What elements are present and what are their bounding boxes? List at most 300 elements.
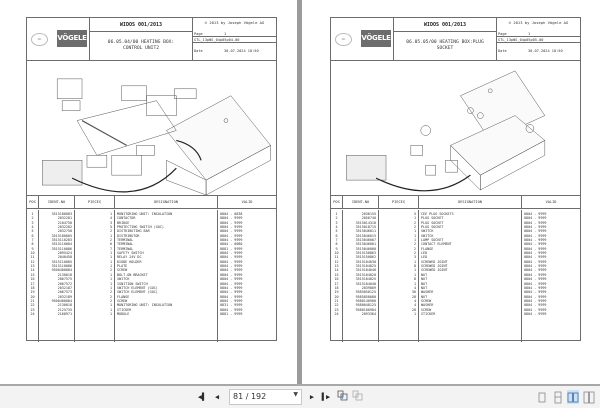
table-cell-ident: 3515180005 (51, 233, 72, 238)
table-cell-designation: SCREW (117, 298, 128, 303)
description-line-2: CONTROL UNIT2 (123, 46, 159, 51)
table-header (27, 196, 276, 209)
table-cell-ident: 2095424 (57, 251, 72, 256)
meta-block (192, 32, 276, 60)
assembly-description (394, 32, 496, 60)
table-cell-pieces: 4 (413, 303, 416, 308)
table-cell-designation: RELAY 24V DC (117, 255, 142, 260)
table-cell-pos: 18 (30, 285, 35, 290)
table-cell-valid: 0804 - 9999 (220, 255, 243, 260)
table-cell-ident: 9500400084 (51, 268, 72, 273)
paste-page-button[interactable] (351, 390, 363, 404)
table-cell-pos: 7 (335, 238, 338, 243)
table-cell-ident: 2032281 (57, 216, 72, 221)
table-cell-pieces: 2 (109, 268, 112, 273)
table-cell-pieces: 4 (109, 216, 112, 221)
table-cell-valid: 0804 - 9999 (220, 268, 243, 273)
plug-socket-diagram (331, 61, 580, 195)
table-cell-valid: 0804 - 9999 (220, 225, 243, 230)
first-page-icon: ◀▌ (197, 393, 207, 401)
page-label: Page (194, 32, 203, 36)
table-cell-designation: BOLT-ON BRACKET (117, 272, 148, 277)
table-cell-pos: 13 (334, 264, 339, 269)
table-cell-pos: 10 (30, 251, 35, 256)
table-cell-ident: 2130018 (57, 303, 72, 308)
table-cell-designation: NUT (421, 281, 428, 286)
continuous-page-icon (552, 391, 564, 405)
table-cell-pieces: 1 (413, 272, 416, 277)
table-cell-valid: 0804 - 9999 (220, 285, 243, 290)
table-cell-valid: 0804 - 9999 (524, 246, 547, 251)
date-label: Date (194, 49, 203, 53)
view-single-page-button[interactable] (536, 390, 548, 404)
table-cell-valid: 0804 - 9999 (524, 290, 547, 295)
parts-sheet (26, 17, 277, 341)
table-cell-valid: 0804 - 9999 (220, 220, 243, 225)
table-cell-ident: 3515104025 (355, 264, 376, 269)
date-value: 30.07.2024 18:50 (528, 49, 563, 53)
parts-table (331, 196, 580, 342)
table-cell-pieces: 5 (413, 212, 416, 216)
table-cell-pieces: 5 (109, 225, 112, 230)
table-cell-pieces: 1 (413, 311, 416, 316)
col-header-pos: POS (27, 196, 39, 208)
view-two-page-button[interactable] (567, 390, 579, 404)
table-cell-designation: MONITORING UNIT: INSULATION (117, 303, 173, 308)
col-header-ident: IDENT-NO (39, 196, 75, 208)
wirtgen-group-logo: WG (335, 33, 352, 46)
table-cell-designation: SCREW (421, 307, 432, 312)
table-cell-ident: 2032187 (57, 285, 72, 290)
table-cell-pos: 11 (30, 255, 35, 260)
table-cell-ident: 3515104025 (355, 277, 376, 282)
table-cell-pieces: 8 (413, 277, 416, 282)
table-cell-pieces: 1 (413, 216, 416, 221)
table-cell-pos: 5 (335, 229, 338, 234)
table-cell-pos: 6 (335, 233, 338, 238)
table-cell-designation: LED (421, 251, 428, 256)
table-cell-valid: 0804 - 9999 (220, 251, 243, 256)
table-cell-pieces: 2 (109, 298, 112, 303)
two-page-icon (567, 391, 579, 405)
table-cell-ident: 3515110084 (51, 242, 72, 247)
table-cell-designation: DISTRIBUTOR (117, 233, 140, 238)
ident-column (39, 210, 75, 342)
table-cell-pieces: 1 (109, 259, 112, 264)
table-cell-pos: 17 (334, 281, 339, 286)
table-cell-valid: 0804 - 9999 (524, 298, 547, 303)
table-cell-pos: 24 (30, 311, 35, 316)
table-cell-pos: 23 (334, 307, 339, 312)
table-cell-pos: 13 (30, 264, 35, 269)
table-cell-valid: 0804 - 9999 (220, 216, 243, 221)
description-line-1: 06.05.05/00 HEATING BOX:PLUG (406, 40, 484, 45)
table-cell-valid: 0804 - 9999 (220, 298, 243, 303)
two-page-continuous-icon (583, 391, 595, 405)
table-cell-pos: 19 (334, 290, 339, 295)
table-cell-pieces: 2 (413, 246, 416, 251)
table-cell-valid: 0804 - 9999 (524, 259, 547, 264)
table-cell-valid: 0804 - 9999 (524, 238, 547, 243)
table-cell-ident: 3515150862 (355, 255, 376, 260)
table-cell-ident: 2036155 (361, 212, 376, 216)
table-cell-designation: TERMINAL (117, 246, 134, 251)
table-cell-pieces: 3 (109, 220, 112, 225)
table-cell-ident: 9500400084 (51, 298, 72, 303)
doc-title: WIDOS 001/2013 (90, 18, 192, 32)
table-cell-pos: 21 (334, 298, 339, 303)
col-header-pos: POS (331, 196, 343, 208)
table-cell-valid: 0804 - 9999 (220, 238, 243, 243)
table-cell-designation: SCREWED JOINT (421, 259, 448, 264)
table-body (27, 210, 276, 342)
table-cell-designation: PLUG SOCKET (421, 225, 444, 230)
view-continuous-button[interactable] (552, 390, 564, 404)
table-cell-designation: SWITCH (421, 229, 434, 234)
table-cell-designation: DIODE HOLDER (117, 259, 142, 264)
table-cell-valid: 0804 - 9999 (524, 264, 547, 269)
table-cell-pos: 9 (335, 246, 338, 251)
assembly-description (90, 32, 192, 60)
table-cell-pieces: 1 (413, 233, 416, 238)
logo-area (331, 18, 394, 60)
copyright: © 2013 by Joseph Vögele AG (192, 18, 276, 32)
table-cell-designation: WASHER (421, 303, 434, 308)
table-cell-pos: 6 (31, 233, 34, 238)
table-cell-pieces: 2 (413, 225, 416, 230)
pieces-column (379, 210, 419, 342)
table-cell-pieces: 2 (413, 251, 416, 256)
page-indicator: 81 / 192 (233, 392, 267, 401)
table-cell-pos: 16 (334, 277, 339, 282)
table-cell-ident: 2039809 (361, 285, 376, 290)
table-body (331, 210, 580, 342)
table-cell-designation: STICKER (117, 307, 132, 312)
table-cell-pos: 5 (31, 229, 34, 234)
chevron-down-icon: ▼ (293, 391, 298, 398)
table-cell-ident: 9585858125 (355, 290, 376, 295)
table-cell-pieces: 1 (109, 307, 112, 312)
table-cell-pieces: 1 (109, 255, 112, 260)
table-cell-pos: 11 (334, 255, 339, 260)
table-cell-designation: PLUG SOCKET (421, 220, 444, 225)
table-cell-valid: 0804 - 9999 (220, 259, 243, 264)
table-cell-designation: SCREW (117, 268, 128, 273)
table-cell-valid: 0804 - 9999 (524, 225, 547, 230)
table-cell-designation: PROTECTING SWITCH (GOC) (117, 225, 164, 230)
table-cell-ident: 9580140980 (355, 298, 376, 303)
table-cell-ident: 3515046007 (355, 238, 376, 243)
table-cell-valid: 0804 - 9999 (524, 233, 547, 238)
table-cell-ident: 9585858080 (355, 294, 376, 299)
table-cell-ident: 3515104030 (355, 259, 376, 264)
table-cell-pos: 8 (31, 242, 34, 247)
table-cell-pieces: 1 (413, 229, 416, 234)
table-cell-pieces: 2 (109, 290, 112, 295)
exploded-view-drawing (27, 61, 276, 196)
table-cell-designation: MODULE (117, 311, 130, 316)
table-cell-designation: TERMINAL (117, 242, 134, 247)
table-cell-pieces: 1 (109, 277, 112, 282)
table-cell-designation: MONITORING UNIT: INSULATION (117, 212, 173, 216)
pos-column (27, 210, 39, 342)
table-cell-pieces: 28 (411, 294, 416, 299)
meta-block (496, 32, 580, 60)
table-cell-valid: 0804 - 9999 (524, 255, 547, 260)
table-cell-valid: 0804 - 9999 (220, 233, 243, 238)
table-cell-valid: 0804 - 9999 (524, 272, 547, 277)
table-cell-valid: 0804 - 9999 (220, 264, 243, 269)
table-cell-designation: SCREWED JOINT (421, 264, 448, 269)
table-cell-pieces: 4 (413, 285, 416, 290)
table-cell-ident: 2130018 (57, 272, 72, 277)
table-cell-pieces: 1 (109, 264, 112, 269)
table-cell-ident: 9580100984 (355, 307, 376, 312)
table-cell-designation: LED (421, 255, 428, 260)
table-cell-pos: 24 (334, 311, 339, 316)
table-cell-designation: DISTRIBUTING BAR (117, 229, 150, 234)
table-cell-designation: SCREWED JOINT (421, 268, 448, 273)
date-value: 30.07.2024 18:50 (224, 49, 259, 53)
table-cell-designation: NUT (421, 294, 428, 299)
table-cell-pos: 2 (31, 216, 34, 221)
col-header-valid: VALID (241, 200, 253, 204)
table-cell-valid: 0804 - 9999 (524, 281, 547, 286)
table-cell-valid: 0804 - 9999 (524, 311, 547, 316)
reference-code: STL_13pNS_04p05p04-00 (194, 38, 240, 42)
table-cell-pieces: 7 (109, 246, 112, 251)
copy-page-button[interactable] (336, 390, 348, 404)
table-cell-pieces: 2 (413, 242, 416, 247)
table-cell-pos: 8 (335, 242, 338, 247)
table-cell-pos: 18 (334, 285, 339, 290)
table-cell-ident: 3515046011 (355, 229, 376, 234)
table-cell-valid: 0804 - 9999 (524, 307, 547, 312)
table-cell-ident: 3515014318 (355, 220, 376, 225)
table-cell-valid: 0804 - 9999 (524, 242, 547, 247)
col-header-designation: DESIGNATION (115, 196, 218, 208)
table-cell-pieces: 1 (413, 259, 416, 264)
table-cell-valid: 0804 - 9999 (220, 290, 243, 295)
table-cell-designation: NUT (421, 272, 428, 277)
table-cell-pieces: 28 (411, 307, 416, 312)
table-cell-designation: NUT (421, 277, 428, 282)
table-cell-valid: 0804 - 9999 (524, 220, 547, 225)
parts-sheet (330, 17, 581, 341)
table-cell-pos: 1 (31, 212, 34, 216)
copyright: © 2013 by Joseph Vögele AG (496, 18, 580, 32)
col-header-ident: IDENT-NO (343, 196, 379, 208)
description-line-2: SOCKET (436, 46, 454, 51)
table-cell-pos: 22 (30, 303, 35, 308)
paste-page-icon (352, 390, 363, 401)
col-header-valid: VALID (545, 200, 557, 204)
description-line-1: 06.05.04/00 HEATING BOX: (107, 40, 175, 45)
page-label: Page (498, 32, 507, 36)
table-cell-valid: 0804 - 9999 (524, 277, 547, 282)
pos-column (331, 210, 343, 342)
table-cell-designation: SCREW (421, 298, 432, 303)
table-cell-valid: 0804 - 9999 (220, 294, 243, 299)
table-cell-pieces: 6 (109, 242, 112, 247)
table-cell-pos: 14 (30, 268, 35, 273)
table-cell-pos: 21 (30, 298, 35, 303)
table-cell-valid: 0804 - 9999 (524, 268, 547, 273)
table-cell-ident: 3515110283 (51, 238, 72, 243)
table-cell-designation: NUT (421, 285, 428, 290)
vogele-logo: VÖGELE (361, 30, 391, 47)
table-cell-valid: 0804 - 9999 (524, 294, 547, 299)
table-header (331, 196, 580, 209)
ident-column (343, 210, 379, 342)
page-left (0, 0, 297, 384)
table-cell-ident: 3515104040 (355, 281, 376, 286)
table-cell-pos: 3 (335, 220, 338, 225)
table-cell-pieces: 1 (109, 251, 112, 256)
table-cell-pieces: 1 (109, 233, 112, 238)
table-cell-pieces: 1 (109, 285, 112, 290)
table-cell-pieces: 3 (413, 255, 416, 260)
table-cell-pos: 20 (30, 294, 35, 299)
table-cell-designation: TERMINAL (117, 238, 134, 243)
table-cell-pieces: 36 (411, 290, 416, 295)
table-cell-valid: 0881 - 9999 (220, 311, 243, 316)
table-cell-designation: SWITCH ELEMENT (GOC) (117, 285, 158, 290)
table-cell-ident: 3515046001 (355, 242, 376, 247)
table-cell-ident: 3515110085 (51, 259, 72, 264)
table-cell-designation: CEE PLUG SOCKETS (421, 212, 454, 216)
table-cell-valid: 0804 - 9999 (524, 212, 547, 216)
table-cell-pos: 2 (335, 216, 338, 221)
table-cell-pos: 15 (334, 272, 339, 277)
table-cell-pieces: 2 (109, 294, 112, 299)
view-two-page-continuous-button[interactable] (583, 390, 595, 404)
col-header-pieces: PIECES (379, 196, 419, 208)
table-cell-ident: 2040458 (57, 255, 72, 260)
table-cell-ident: 3515110086 (51, 264, 72, 269)
table-cell-pieces: 1 (413, 238, 416, 243)
table-cell-designation: WASHER (421, 290, 434, 295)
table-cell-ident: 3515018715 (355, 225, 376, 230)
table-cell-pos: 22 (334, 303, 339, 308)
table-cell-ident: 3515110086 (51, 246, 72, 251)
navigation-toolbar (0, 386, 600, 408)
table-cell-pieces: 4 (413, 298, 416, 303)
table-cell-valid: 0804 - 9999 (220, 277, 243, 282)
next-page-button[interactable] (307, 390, 317, 404)
table-cell-valid: 0804 - 9999 (220, 229, 243, 234)
reference-code: STL_13pNS_04p05p05-00 (498, 38, 544, 42)
table-cell-designation: SWITCH ELEMENT (GOC) (117, 290, 158, 295)
table-cell-designation: SWITCH (117, 277, 130, 282)
table-cell-designation: PLATE (117, 264, 128, 269)
control-unit-diagram (27, 61, 276, 195)
table-cell-pos: 12 (334, 259, 339, 264)
table-cell-pos: 7 (31, 238, 34, 243)
page-value: 1 (224, 32, 227, 36)
table-cell-valid: 0881 - 9999 (220, 246, 243, 251)
valid-column (218, 210, 276, 342)
table-cell-pieces: 1 (109, 272, 112, 277)
table-cell-ident: 9580048125 (355, 303, 376, 308)
table-cell-valid: 0831 - 9999 (220, 303, 243, 308)
table-cell-ident: 3515180083 (51, 212, 72, 216)
table-cell-ident: 3515104040 (355, 268, 376, 273)
table-cell-valid: 0804 - 9999 (524, 229, 547, 234)
last-page-button[interactable] (320, 390, 332, 404)
table-cell-ident: 2067572 (57, 281, 72, 286)
designation-column (115, 210, 218, 342)
table-cell-designation: BRIDGE (117, 220, 130, 225)
table-cell-pieces: 2 (413, 220, 416, 225)
table-cell-ident: 3515046015 (355, 233, 376, 238)
table-cell-designation: FLANGE (421, 246, 434, 251)
table-cell-ident: 2168971 (57, 311, 72, 316)
table-cell-pos: 4 (335, 225, 338, 230)
title-block (27, 18, 276, 61)
table-cell-pos: 14 (334, 268, 339, 273)
wirtgen-group-logo: WG (31, 33, 48, 46)
table-cell-pieces: 1 (413, 268, 416, 273)
date-label: Date (498, 49, 507, 53)
col-header-designation: DESIGNATION (419, 196, 522, 208)
table-cell-designation: CONTACTOR (117, 216, 136, 221)
title-block (331, 18, 580, 61)
vogele-logo: VÖGELE (57, 30, 87, 47)
exploded-view-drawing (331, 61, 580, 196)
table-cell-ident: 2056740 (361, 216, 376, 221)
table-cell-valid: 0804 - 9999 (524, 251, 547, 256)
page-number-select[interactable] (229, 389, 302, 405)
table-cell-pieces: 2 (109, 238, 112, 243)
designation-column (419, 210, 522, 342)
table-cell-pieces: 1 (109, 311, 112, 316)
table-cell-ident: 2125735 (57, 307, 72, 312)
next-page-icon: ▶ (309, 393, 315, 401)
page-right (302, 0, 599, 384)
first-page-button[interactable] (196, 390, 208, 404)
prev-page-button[interactable] (212, 390, 222, 404)
table-cell-pos: 23 (30, 307, 35, 312)
table-cell-pos: 12 (30, 259, 35, 264)
table-cell-valid: 0804 - 9999 (220, 281, 243, 286)
single-page-icon (536, 391, 548, 405)
table-cell-pos: 3 (31, 220, 34, 225)
table-cell-ident: 2032758 (57, 229, 72, 234)
table-cell-ident: 3515150863 (355, 251, 376, 256)
page-value: 1 (528, 32, 531, 36)
table-cell-designation: CONTACT ELEMENT (421, 242, 452, 247)
table-cell-designation: STICKER (421, 311, 436, 316)
table-cell-designation: LAMP SOCKET (421, 238, 444, 243)
table-cell-pieces: 1 (413, 281, 416, 286)
table-cell-pieces: 1 (109, 212, 112, 216)
table-cell-valid: 0804 - 0838 (220, 212, 243, 216)
copy-page-icon (337, 390, 348, 401)
table-cell-valid: 0804 - 9999 (524, 303, 547, 308)
table-cell-designation: PLUG SOCKET (421, 216, 444, 221)
table-cell-pieces: 8 (413, 264, 416, 269)
valid-column (522, 210, 580, 342)
table-cell-pieces: 1 (109, 281, 112, 286)
parts-table (27, 196, 276, 342)
table-cell-ident: 2032189 (57, 294, 72, 299)
pieces-column (75, 210, 115, 342)
table-cell-pieces: 1 (109, 303, 112, 308)
table-cell-pos: 20 (334, 294, 339, 299)
table-cell-pos: 9 (31, 246, 34, 251)
table-cell-ident: 2093364 (361, 311, 376, 316)
